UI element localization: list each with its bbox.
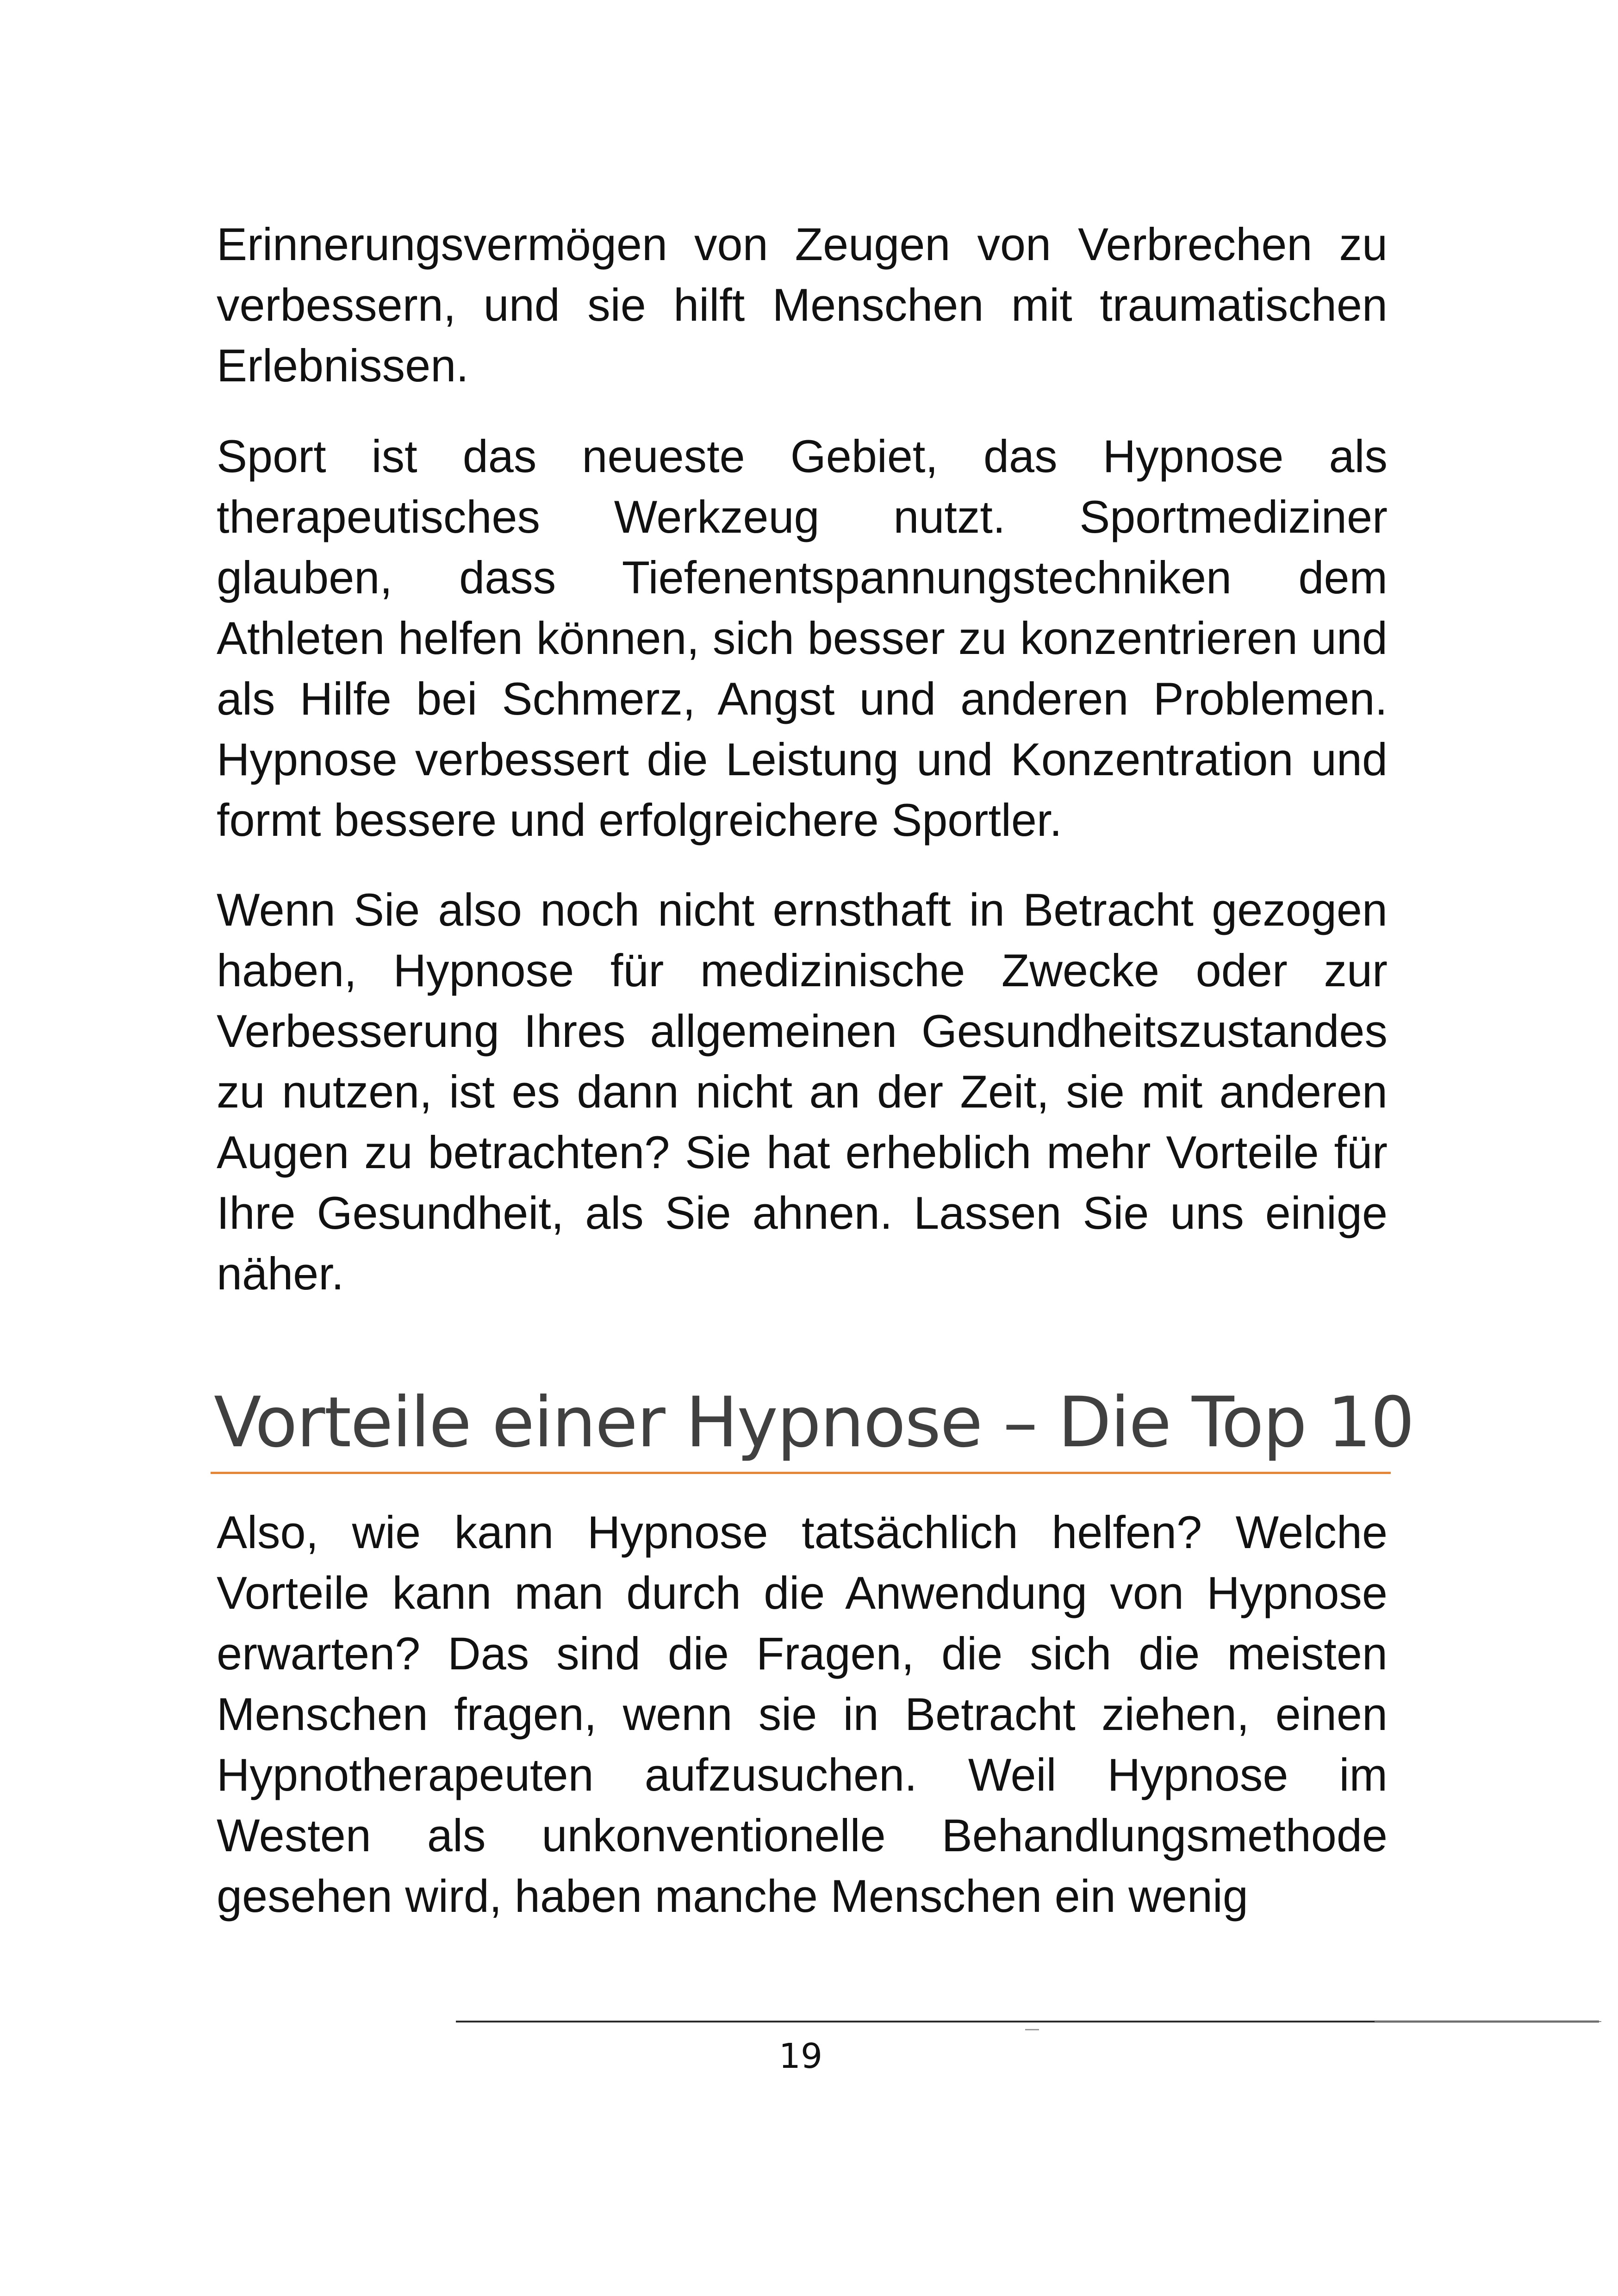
body-paragraph: Sport ist das neueste Gebiet, das Hypnose als therapeutisches Werkzeug nutzt. Sportmediziner glauben, dass Tiefenentspannungstechniken dem Athleten helfen können, sich besser zu konzentrieren und als Hilfe bei Schmerz, Angst und anderen Problemen. Hypnose verbessert die Leistung und Konzentration und formt bessere und erfolgreichere Sportler. (217, 430, 1388, 846)
page-number: 19 (778, 2036, 823, 2076)
body-paragraph: Also, wie kann Hypnose tatsächlich helfen? Welche Vorteile kann man durch die Anwendung von Hypnose erwarten? Das sind die Fragen, die sich die meisten Menschen fragen, wenn sie in Betracht ziehen, einen Hypnotherapeuten aufzusuchen. Weil Hypnose im Westen als unkonventionelle Behandlungsmethode gesehen wird, haben manche Menschen ein wenig (217, 1506, 1388, 1922)
body-paragraph: Erinnerungsvermögen von Zeugen von Verbrechen zu verbessern, und sie hilft Menschen mit traumatischen Erlebnissen. (217, 218, 1388, 391)
footer-divider-tail (1375, 2021, 1601, 2022)
body-paragraph: Wenn Sie also noch nicht ernsthaft in Betracht gezogen haben, Hypnose für medizinische Zwecke oder zur Verbesserung Ihres allgemeinen Gesundheitszustandes zu nutzen, ist es dann nicht an der Zeit, sie mit anderen Augen zu betrachten? Sie hat erheblich mehr Vorteile für Ihre Gesundheit, als Sie ahnen. Lassen Sie uns einige näher. (217, 884, 1388, 1299)
footer-mark (1025, 2029, 1039, 2030)
section-heading: Vorteile einer Hypnose – Die Top 10 (214, 1382, 1414, 1463)
heading-underline (211, 1472, 1391, 1474)
